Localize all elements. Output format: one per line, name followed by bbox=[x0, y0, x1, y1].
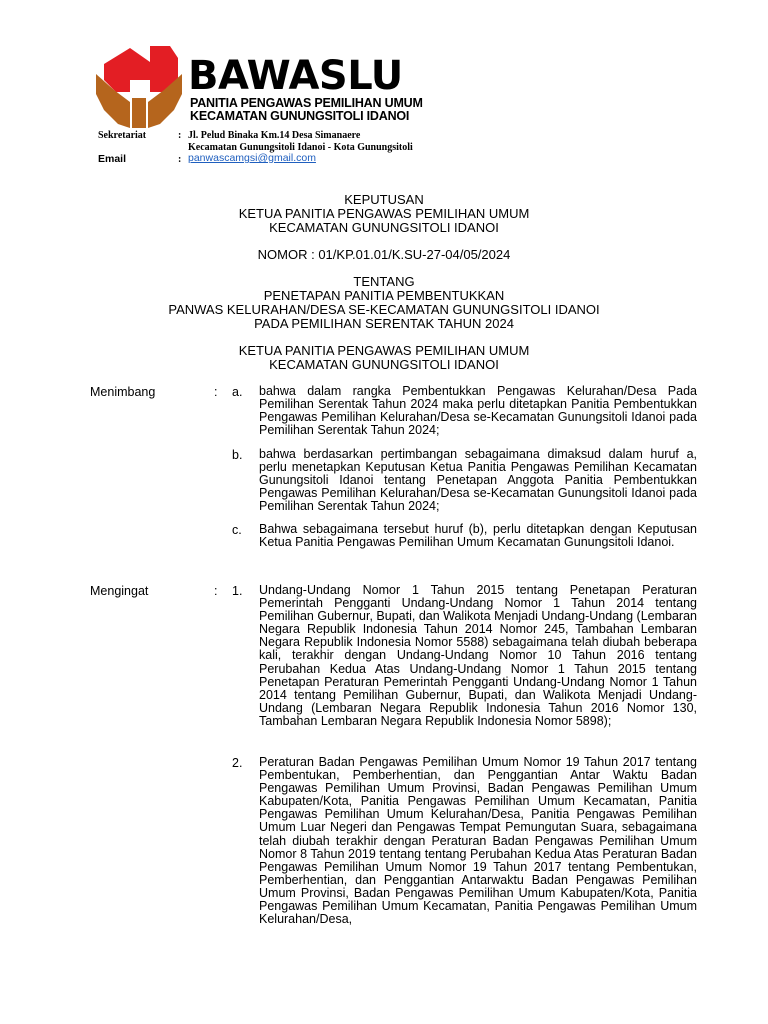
subject-line-1: PENETAPAN PANITIA PEMBENTUKKAN bbox=[263, 288, 505, 303]
menimbang-item-b: bahwa berdasarkan pertimbangan sebagaimana dimaksud dalam huruf a, perlu menetapkan Keputusan Ketua Panitia Pengawas Pemilihan Kecamatan Gunungsitoli Idanoi tentang Penetapan Anggota Panitia Pembentukkan Pengawas Pemilihan Kelurahan/Desa se-Kecamatan Gunungsitoli Idanoi pada Pemilihan Serentak Tahun 2024; bbox=[259, 447, 697, 514]
decree-number: NOMOR : 01/KP.01.01/K.SU-27-04/05/2024 bbox=[257, 247, 511, 262]
mengingat-marker-2: 2. bbox=[232, 756, 243, 770]
bawaslu-logo bbox=[96, 44, 182, 130]
email-label: Email bbox=[98, 153, 127, 165]
brand-subtitle-2: KECAMATAN GUNUNGSITOLI IDANOI bbox=[190, 109, 410, 123]
logo-brown-center bbox=[132, 98, 146, 128]
sekretariat-colon: : bbox=[178, 130, 182, 141]
mengingat-marker-1: 1. bbox=[232, 584, 243, 598]
subject-line-3: PADA PEMILIHAN SERENTAK TAHUN 2024 bbox=[254, 316, 514, 331]
menimbang-marker-a: a. bbox=[232, 385, 243, 399]
brand-name: BAWASLU bbox=[188, 53, 403, 99]
signer-line-1: KETUA PANITIA PENGAWAS PEMILIHAN UMUM bbox=[238, 343, 530, 358]
address-line-2: Kecamatan Gunungsitoli Idanoi - Kota Gunungsitoli bbox=[188, 142, 413, 153]
issuer-line-2: KECAMATAN GUNUNGSITOLI IDANOI bbox=[269, 220, 499, 235]
menimbang-marker-b: b. bbox=[232, 448, 243, 462]
email-link[interactable]: panwascamgsi@gmail.com bbox=[188, 152, 316, 164]
menimbang-label: Menimbang bbox=[90, 385, 156, 399]
mengingat-item-1: Undang-Undang Nomor 1 Tahun 2015 tentang Penetapan Peraturan Pemerintah Pengganti Undang-Undang Nomor 1 Tahun 2014 tentang Pemilihan Gubernur, Bupati, dan Walikota Menjadi Undang-Undang (Lembaran Negara Republik Indonesia Tahun 2014 Nomor 245, Tambahan Lembaran Negara Republik Indonesia Nomor 5588) sebagaimana telah diubah beberapa kali, terakhir dengan Undang-Undang Nomor 10 Tahun 2016 tentang Perubahan Kedua Atas Undang-Undang Nomor 1 Tahun 2015 tentang Penetapan Peraturan Pemerintah Pengganti Undang-Undang Nomor 1 Tahun 2014 tentang Pemilihan Gubernur, Bupati, dan Walikota Menjadi Undang-Undang (Lembaran Negara Republik Indonesia Tahun 2016 Nomor 130, Tambahan Lembaran Negara Republik Indonesia Nomor 5898); bbox=[259, 583, 697, 728]
address-line-1: Jl. Pelud Binaka Km.14 Desa Simanaere bbox=[188, 130, 361, 141]
menimbang-item-c: Bahwa sebagaimana tersebut huruf (b), perlu ditetapkan dengan Keputusan Ketua Panitia Pengawas Pemilihan Umum Kecamatan Gunungsitoli Idanoi. bbox=[259, 522, 697, 550]
issuer-line-1: KETUA PANITIA PENGAWAS PEMILIHAN UMUM bbox=[238, 206, 530, 221]
menimbang-marker-c: c. bbox=[232, 523, 242, 537]
mengingat-label: Mengingat bbox=[90, 584, 149, 598]
menimbang-colon: : bbox=[214, 385, 218, 399]
sekretariat-label: Sekretariat bbox=[98, 130, 147, 141]
mengingat-colon: : bbox=[214, 584, 218, 598]
email-colon: : bbox=[178, 154, 182, 165]
brand-subtitle-1: PANITIA PENGAWAS PEMILIHAN UMUM bbox=[190, 96, 423, 110]
mengingat-item-2: Peraturan Badan Pengawas Pemilihan Umum Nomor 19 Tahun 2017 tentang Pembentukan, Pemberhentian, dan Penggantian Antar Waktu Badan Pengawas Pemilihan Umum Provinsi, Badan Pengawas Pemilihan Umum Kabupaten/Kota, Panitia Pengawas Pemilihan Umum Kecamatan, Panitia Pengawas Pemilihan Umum Kelurahan/Desa, Panitia Pengawas Pemilihan Umum Luar Negeri dan Pengawas Tempat Pemungutan Suara, sebagaimana telah diubah terakhir dengan Peraturan Badan Pengawas Pemilihan Umum Nomor 8 Tahun 2019 tentang tentang Perubahan Kedua Atas Peraturan Badan Pengawas Pemilihan Umum Nomor 19 Tahun 2017 tentang Pembentukan, Pemberhentian, dan Penggantian Antarwaktu Badan Pengawas Pemilihan Umum Provinsi, Badan Pengawas Pemilihan Umum Kabupaten/Kota, Panitia Pengawas Pemilihan Umum Kecamatan, Panitia Pengawas Pemilihan Umum Kelurahan/Desa, bbox=[259, 755, 697, 927]
menimbang-item-a: bahwa dalam rangka Pembentukkan Pengawas Kelurahan/Desa Pada Pemilihan Serentak Tahun 2024 maka perlu ditetapkan Panitia Pembentukkan Pengawas Pemilihan Kelurahan/Desa se-Kecamatan Gunungsitoli Idanoi pada Pemilihan Serentak Tahun 2024; bbox=[259, 384, 697, 438]
doc-type: KEPUTUSAN bbox=[344, 192, 424, 207]
subject-line-2: PANWAS KELURAHAN/DESA SE-KECAMATAN GUNUNGSITOLI IDANOI bbox=[168, 302, 600, 317]
logo-red-shape bbox=[104, 46, 178, 92]
signer-line-2: KECAMATAN GUNUNGSITOLI IDANOI bbox=[269, 357, 499, 372]
tentang-heading: TENTANG bbox=[353, 274, 415, 289]
